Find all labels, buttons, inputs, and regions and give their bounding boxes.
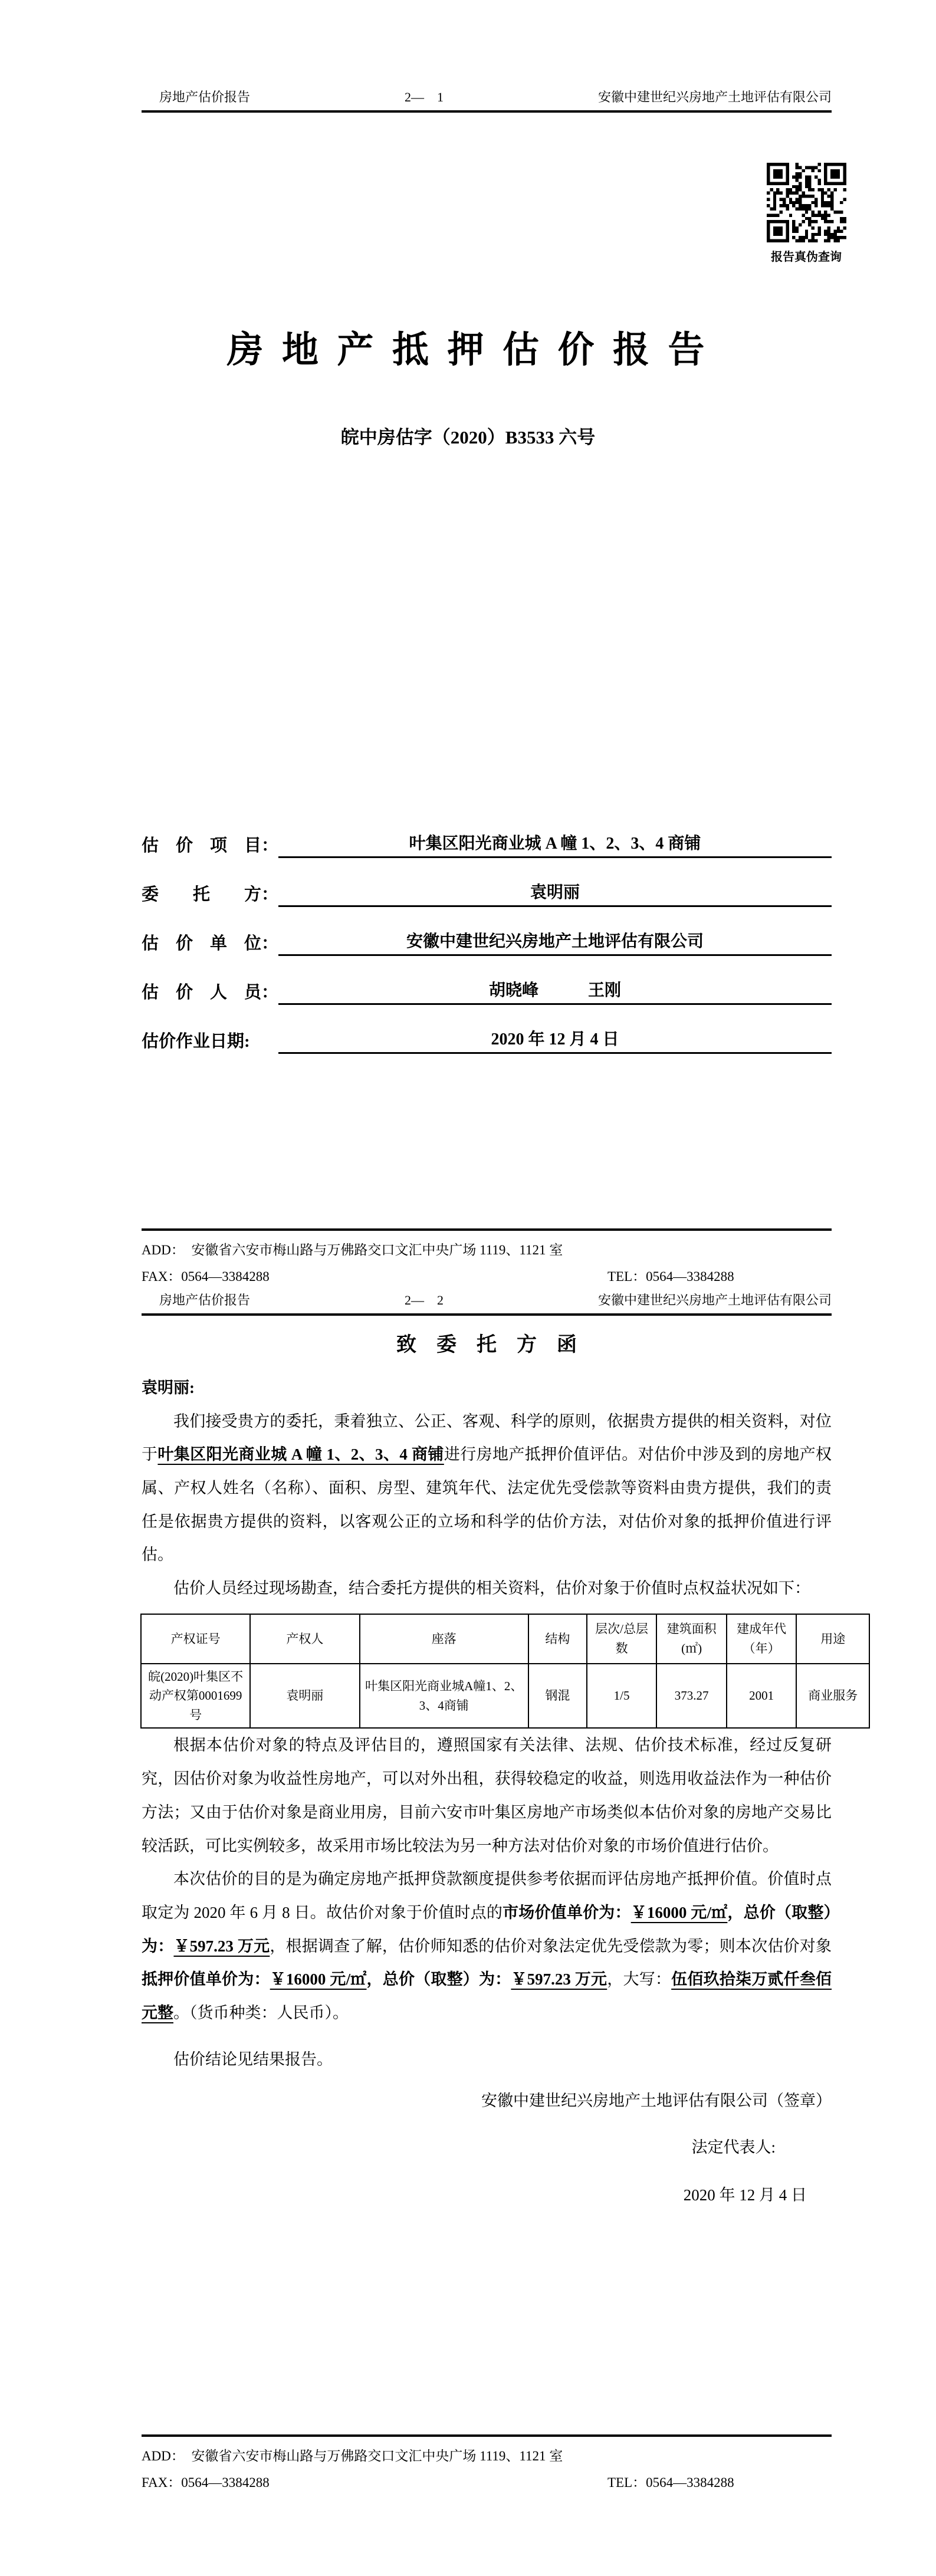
mortgage-unit-price-label: 抵押价值单价为：: [142, 1970, 270, 1989]
table-header-row: [141, 1614, 869, 1664]
field-label-appraisal-firm: 估 价 单 位：: [142, 934, 279, 953]
page2-header: [142, 1293, 832, 1316]
table-header-year-built: 建成年代（年）: [727, 1614, 797, 1664]
field-value-appraisal-date: 2020 年 12 月 4 日: [278, 1026, 832, 1054]
header-page-number: 2— 2: [404, 1293, 444, 1307]
field-value-appraisal-firm: 安徽中建世纪兴房地产土地评估有限公司: [278, 928, 832, 956]
table-header-structure: 结构: [528, 1614, 587, 1664]
field-row-project: [142, 809, 832, 858]
signature-company: 安徽中建世纪兴房地产土地评估有限公司（签章）: [481, 2092, 832, 2110]
header-doc-label: 房地产估价报告: [159, 90, 251, 104]
report-title: 房 地 产 抵 押 估 价 报 告: [226, 330, 710, 370]
table-cell-floor: 1/5: [587, 1664, 657, 1729]
field-label-appraisers: 估 价 人 员：: [142, 983, 279, 1002]
table-row: [141, 1664, 869, 1729]
header-company-name: 安徽中建世纪兴房地产土地评估有限公司: [597, 90, 832, 104]
field-label-client: 委 托 方：: [142, 885, 279, 904]
qr-block: [766, 163, 847, 264]
mortgage-total-price-value: ￥597.23 万元: [511, 1970, 607, 1989]
footer-tel: TEL：0564—3384288: [607, 2475, 734, 2490]
table-cell-structure: 钢混: [528, 1664, 587, 1729]
header-page-number: 2— 1: [404, 90, 444, 104]
page2-footer: [142, 2434, 832, 2489]
table-cell-owner: 袁明丽: [250, 1664, 359, 1729]
footer-contact-row: [142, 1266, 832, 1283]
letter-paragraph-4: [142, 1862, 832, 2029]
report-number: 皖中房估字（2020）B3533 六号: [340, 427, 596, 448]
table-header-location: 座落: [360, 1614, 529, 1664]
market-unit-price-label: 市场价值单价为：: [503, 1903, 631, 1921]
table-cell-location: 叶集区阳光商业城A幢1、2、3、4商铺: [360, 1664, 529, 1729]
footer-fax: FAX：0564—3384288: [142, 1269, 270, 1284]
letter-title: 致 委 托 方 函: [396, 1334, 577, 1356]
field-row-appraisers: [142, 956, 832, 1005]
cover-fields: [142, 809, 832, 1054]
letter-conclusion: 估价结论见结果报告。: [173, 2050, 333, 2068]
field-label-project: 估 价 项 目：: [142, 836, 279, 855]
field-row-appraisal-date: [142, 1005, 832, 1054]
footer-fax: FAX：0564—3384288: [142, 2475, 270, 2490]
total-price-label: ，总价（取整）为：: [142, 1903, 832, 1955]
table-cell-year-built: 2001: [727, 1664, 797, 1729]
field-row-appraisal-firm: [142, 907, 832, 956]
page1-header: [142, 90, 832, 113]
market-unit-price-value: ￥16000 元/㎡: [630, 1903, 728, 1921]
table-header-owner: 产权人: [250, 1614, 359, 1664]
letter-salutation: 袁明丽:: [142, 1379, 195, 1397]
table-header-floor: 层次/总层数: [587, 1614, 657, 1664]
field-value-project: 叶集区阳光商业城 A 幢 1、2、3、4 商铺: [278, 830, 832, 858]
footer-address: ADD： 安徽省六安市梅山路与万佛路交口文汇中央广场 1119、1121 室: [142, 2449, 563, 2463]
total-price-capitalized: 伍佰玖拾柒万贰仟叁佰元整: [142, 1970, 832, 2022]
table-header-use: 用途: [796, 1614, 869, 1664]
table-cell-cert-no: 皖(2020)叶集区不动产权第0001699 号: [141, 1664, 250, 1729]
ownership-table: [140, 1614, 870, 1729]
mortgage-total-price-label: ，总价（取整）为：: [366, 1970, 511, 1989]
letter-paragraph-2: 估价人员经过现场勘查，结合委托方提供的相关资料，估价对象于价值时点权益状况如下：: [173, 1579, 810, 1598]
qr-caption: 报告真伪查询: [771, 251, 842, 264]
table-cell-use: 商业服务: [796, 1664, 869, 1729]
text-segment: 我们接受贵方的委托，秉着独立、公正、客观、科学的原则，依据贵方提供的相关资料，对位于: [142, 1412, 832, 1464]
text-segment: ，根据调查了解，估价师知悉的估价对象法定优先受偿款为零；则本次估价对象: [270, 1937, 832, 1955]
field-value-appraisers: 胡晓峰 王刚: [278, 977, 832, 1005]
page1-footer: [142, 1228, 832, 1283]
text-segment: 本次估价的目的是为确定房地产抵押贷款额度提供参考依据而评估房地产抵押价值。价值时点取定为 2020 年 6 月 8 日。故估价对象于价值时点的: [142, 1870, 832, 1921]
letter-paragraph-3: 根据本估价对象的特点及评估目的，遵照国家有关法律、法规、估价技术标准，经过反复研究，因估价对象为收益性房地产，可以对外出租，获得较稳定的收益，则选用收益法作为一种估价方法；又由于估价对象是商业用房，目前六安市叶集区房地产市场类似本估价对象的房地产交易比较活跃，可比实例较多，故采用市场比较法为另一种方法对估价对象的市场价值进行估价。: [142, 1736, 832, 1855]
header-company-name: 安徽中建世纪兴房地产土地评估有限公司: [597, 1293, 832, 1307]
field-label-appraisal-date: 估价作业日期:: [142, 1032, 250, 1051]
appraised-property-name: 叶集区阳光商业城 A 幢 1、2、3、4 商铺: [157, 1445, 444, 1464]
text-segment: ，大写：: [607, 1970, 672, 1989]
qr-code: [767, 163, 846, 242]
table-header-cert-no: 产权证号: [141, 1614, 250, 1664]
text-segment: 。（货币种类：人民币）。: [173, 2003, 349, 2022]
letter-to-client: [142, 1328, 858, 2212]
letter-paragraph-1: [142, 1405, 832, 1572]
footer-tel: TEL：0564—3384288: [607, 1269, 734, 1284]
footer-address: ADD： 安徽省六安市梅山路与万佛路交口文汇中央广场 1119、1121 室: [142, 1243, 563, 1257]
text-segment: 进行房地产抵押价值评估。对估价中涉及到的房地产权属、产权人姓名（名称）、面积、房型、建筑年代、法定优先受偿款等资料由贵方提供，我们的责任是依据贵方提供的资料，以客观公正的立场和科学的估价方法，对估价对象的抵押价值进行评估。: [142, 1445, 832, 1564]
footer-contact-row: [142, 2472, 832, 2489]
signature-date: 2020 年 12 月 4 日: [683, 2186, 807, 2204]
mortgage-unit-price-value: ￥16000 元/㎡: [270, 1970, 367, 1989]
total-price-value: ￥597.23 万元: [173, 1937, 270, 1955]
header-doc-label: 房地产估价报告: [159, 1293, 251, 1307]
table-cell-area: 373.27: [656, 1664, 727, 1729]
signature-legal-rep: 法定代表人:: [691, 2138, 776, 2157]
table-header-area: 建筑面积(㎡): [656, 1614, 727, 1664]
field-row-client: [142, 858, 832, 907]
field-value-client: 袁明丽: [278, 879, 832, 907]
